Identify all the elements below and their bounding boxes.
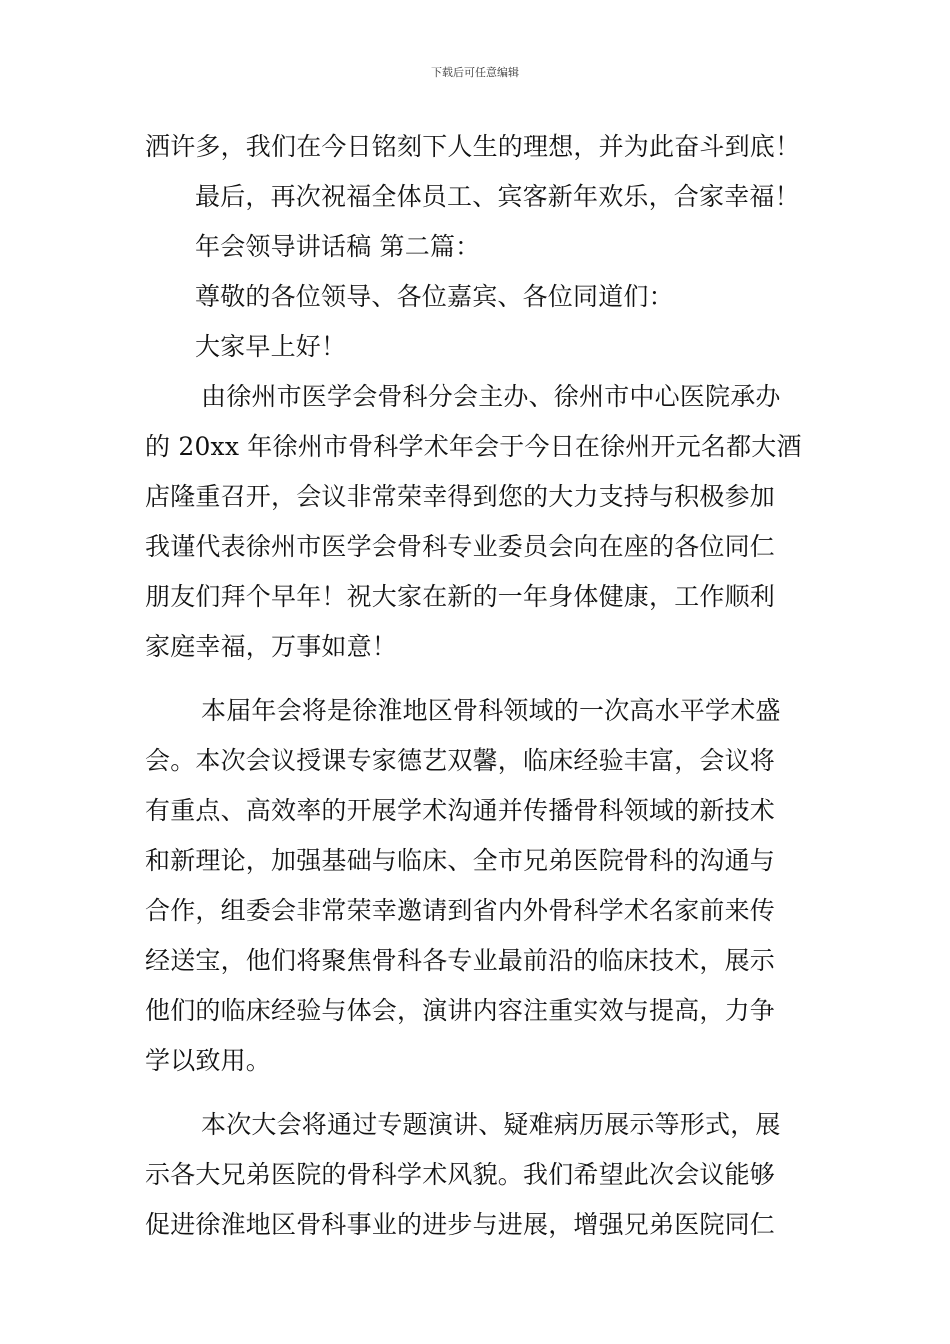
paragraph-line: 本次大会将通过专题演讲、疑难病历展示等形式，展 bbox=[201, 1110, 781, 1139]
document-body bbox=[145, 122, 810, 1250]
paragraph-line: 合作，组委会非常荣幸邀请到省内外骨科学术名家前来传 bbox=[145, 896, 776, 925]
paragraph-line: 家庭幸福，万事如意！ bbox=[145, 632, 398, 661]
paragraph-line: 示各大兄弟医院的骨科学术风貌。我们希望此次会议能够 bbox=[145, 1160, 776, 1189]
paragraph-line: 店隆重召开，会议非常荣幸得到您的大力支持与积极参加 bbox=[145, 482, 776, 511]
paragraph-line: 洒许多，我们在今日铭刻下人生的理想，并为此奋斗到底！ bbox=[145, 132, 801, 161]
paragraph-line: 有重点、高效率的开展学术沟通并传播骨科领域的新技术 bbox=[145, 796, 776, 825]
paragraph-line: 经送宝，他们将聚焦骨科各专业最前沿的临床技术，展示 bbox=[145, 946, 776, 975]
paragraph-line: 他们的临床经验与体会，演讲内容注重实效与提高，力争 bbox=[145, 996, 776, 1025]
paragraph-line: 我谨代表徐州市医学会骨科专业委员会向在座的各位同仁 bbox=[145, 532, 776, 561]
salutation: 尊敬的各位领导、各位嘉宾、各位同道们： bbox=[195, 282, 674, 311]
paragraph-line: 和新理论，加强基础与临床、全市兄弟医院骨科的沟通与 bbox=[145, 846, 776, 875]
paragraph-line: 本届年会将是徐淮地区骨科领域的一次高水平学术盛 bbox=[201, 696, 781, 725]
greeting: 大家早上好！ bbox=[195, 332, 347, 361]
paragraph-line: 促进徐淮地区骨科事业的进步与进展，增强兄弟医院同仁 bbox=[145, 1210, 776, 1239]
paragraph-line: 最后，再次祝福全体员工、宾客新年欢乐，合家幸福！ bbox=[195, 182, 800, 211]
paragraph-line: 会。本次会议授课专家德艺双馨，临床经验丰富，会议将 bbox=[145, 746, 776, 775]
paragraph-line: 朋友们拜个早年！祝大家在新的一年身体健康，工作顺利 bbox=[145, 582, 776, 611]
page-header: 下载后可任意编辑 bbox=[431, 66, 519, 79]
paragraph-line: 由徐州市医学会骨科分会主办、徐州市中心医院承办 bbox=[201, 382, 781, 411]
paragraph-line: 学以致用。 bbox=[145, 1046, 272, 1075]
section-heading: 年会领导讲话稿 第二篇： bbox=[195, 232, 481, 261]
paragraph-line: 的 20xx 年徐州市骨科学术年会于今日在徐州开元名都大酒 bbox=[145, 432, 802, 461]
paragraph-gap bbox=[145, 1086, 810, 1100]
paragraph-gap bbox=[145, 672, 810, 686]
